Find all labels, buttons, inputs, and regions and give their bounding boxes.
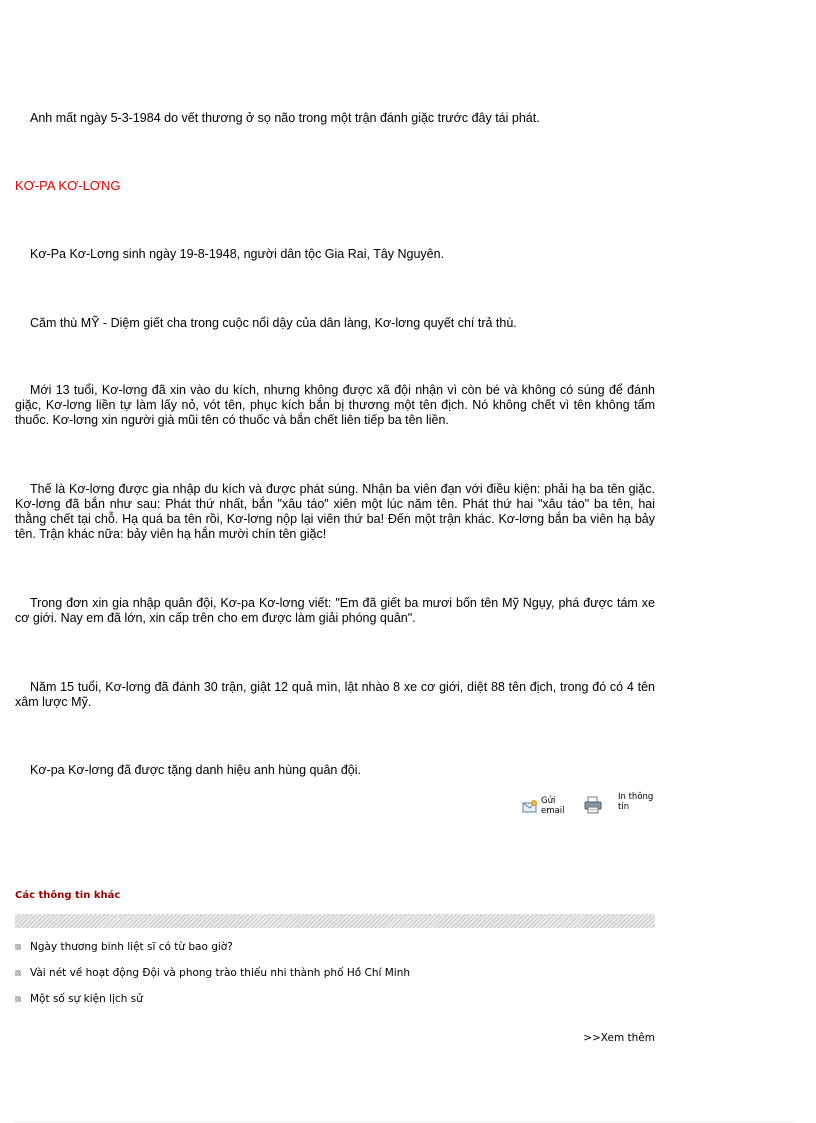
- news-link[interactable]: Một số sự kiện lịch sử: [30, 993, 143, 1005]
- article-tools: [522, 792, 662, 828]
- article-paragraph: Trong đơn xin gia nhập quân đội, Kơ-pa Kơ-lơng viết: "Em đã giết ba mươi bốn tên Mỹ Ngụy, phá được tám xe cơ giới. Nay em đã lớn, xin cấp trên cho em được làm giải phóng quân".: [15, 596, 655, 625]
- article-paragraph: Kơ-pa Kơ-lơng đã được tặng danh hiệu anh hùng quân đội.: [30, 763, 361, 777]
- news-link[interactable]: Ngày thương binh liệt sĩ có từ bao giờ?: [30, 941, 233, 953]
- envelope-icon: [522, 800, 538, 814]
- other-news-title: Các thông tin khác: [15, 890, 121, 901]
- send-email-label: Gửi email: [541, 796, 565, 816]
- article-paragraph: Mới 13 tuổi, Kơ-lơng đã xin vào du kích, nhưng không được xã đội nhận vì còn bé và không có súng để đánh giặc, Kơ-lơng liền tự làm lấy nỏ, vót tên, phục kích bắn bị thương một tên địch. Nó không chết vì tên không tẩm thuốc. Kơ-lơng xin người già mũi tên có thuốc và bắn chết liên tiếp ba tên liền.: [15, 383, 655, 427]
- article-intro-paragraph: Anh mất ngày 5-3-1984 do vết thương ở sọ não trong một trận đánh giặc trước đây tái phát.: [30, 111, 540, 125]
- bullet-icon: [15, 970, 21, 976]
- other-news-list: [15, 940, 655, 1018]
- article-paragraph: Căm thù MỸ - Diệm giết cha trong cuộc nổi dậy của dân làng, Kơ-lơng quyết chí trả thù.: [30, 316, 517, 330]
- article-paragraph: Kơ-Pa Kơ-Lơng sinh ngày 19-8-1948, người dân tộc Gia Rai, Tây Nguyên.: [30, 247, 445, 261]
- list-item[interactable]: [15, 992, 655, 1018]
- footer-divider: [15, 1121, 795, 1122]
- list-item[interactable]: [15, 940, 655, 966]
- list-item[interactable]: [15, 966, 655, 992]
- see-more-link[interactable]: >>Xem thêm: [583, 1032, 655, 1044]
- news-link[interactable]: Vài nét về hoạt động Đội và phong trào thiếu nhi thành phố Hồ Chí Minh: [30, 967, 411, 979]
- article-paragraph: Năm 15 tuổi, Kơ-lơng đã đánh 30 trận, giật 12 quả mìn, lật nhào 8 xe cơ giới, diệt 88 tên địch, trong đó có 4 tên xâm lược Mỹ.: [15, 680, 655, 709]
- article-paragraph: Thế là Kơ-lơng được gia nhập du kích và được phát súng. Nhận ba viên đạn với điều kiện: phải hạ ba tên giặc. Kơ-lơng đã bắn như sau: Phát thứ nhất, bắn "xâu táo" xiên một lúc năm tên. Phát thứ hai "xâu táo" ba tên, hai thằng chết tại chỗ. Hạ quá ba tên rồi, Kơ-lơng nộp lại viên thứ ba! Đến một trận khác. Kơ-lơng bắn ba viên hạ bảy tên. Trận khác nữa: bảy viên hạ hắn mười chín tên giặc!: [15, 482, 655, 541]
- printer-icon: [584, 796, 602, 814]
- print-label: In thông tin: [618, 792, 654, 812]
- bullet-icon: [15, 944, 21, 950]
- bullet-icon: [15, 996, 21, 1002]
- article-heading: KƠ-PA KƠ-LƠNG: [15, 178, 121, 193]
- section-divider: [15, 914, 655, 928]
